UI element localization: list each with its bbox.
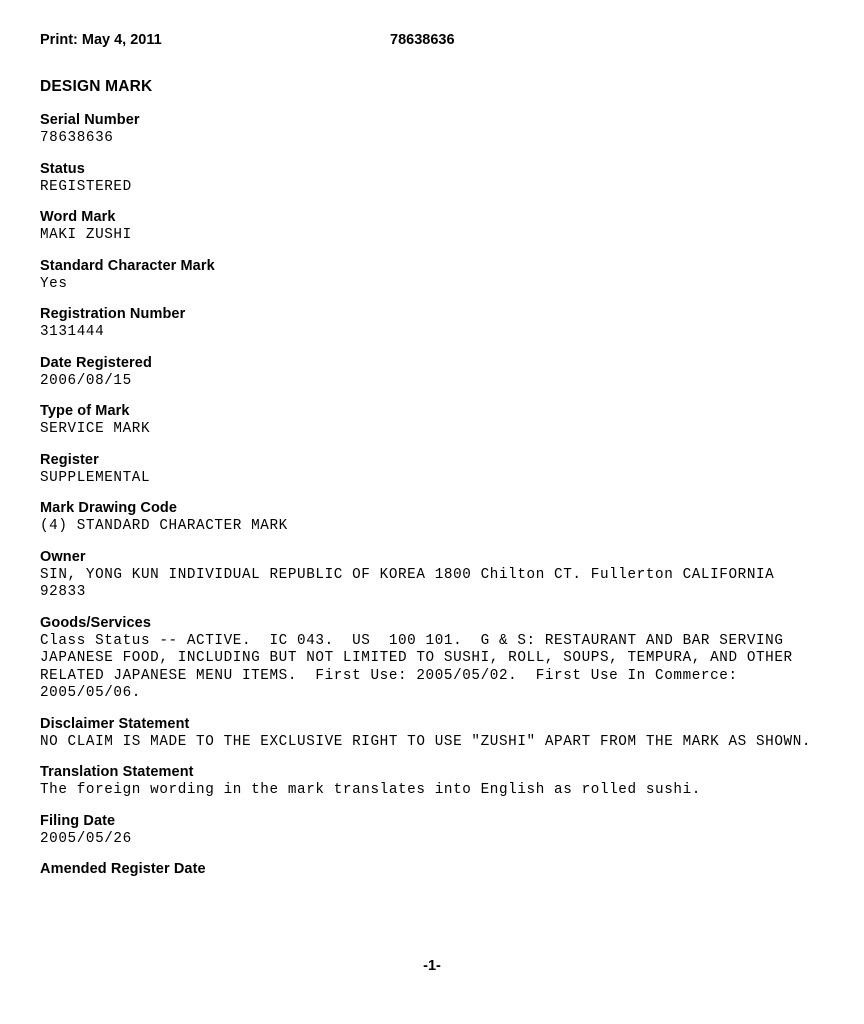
field-goods-services — [40, 615, 824, 703]
field-value: SIN, YONG KUN INDIVIDUAL REPUBLIC OF KOREA 1800 Chilton CT. Fullerton CALIFORNIA 92833 — [40, 566, 784, 600]
field-value: REGISTERED — [40, 178, 132, 195]
print-date: Print: May 4, 2011 — [40, 32, 162, 48]
page-number: -1- — [423, 958, 441, 974]
field-type-of-mark — [40, 403, 824, 439]
field-value: 3131444 — [40, 324, 105, 340]
field-status — [40, 161, 824, 197]
field-value: Yes — [40, 275, 68, 292]
field-value: Class Status -- ACTIVE. IC 043. US 100 101. G & S: RESTAURANT AND BAR SERVING JAPANESE FOOD, INCLUDING BUT NOT LIMITED TO SUSHI, ROLL, SOUPS, TEMPURA, AND OTHER RELATED JAPANESE MENU ITEMS. First Use: 2005/05/02. First Use In Commerce: 2005/05/06. — [40, 632, 802, 701]
field-value: The foreign wording in the mark translates into English as rolled sushi. — [40, 782, 701, 798]
field-filing-date — [40, 813, 824, 849]
field-value: SUPPLEMENTAL — [40, 469, 151, 486]
field-label: Standard Character Mark — [40, 257, 215, 274]
document-header — [40, 32, 824, 48]
field-register — [40, 452, 824, 488]
field-label: Register — [40, 451, 99, 468]
field-label: Goods/Services — [40, 614, 152, 631]
field-label: Type of Mark — [40, 403, 130, 419]
field-mark-drawing-code — [40, 500, 824, 536]
field-serial-number — [40, 112, 824, 148]
field-value: MAKI ZUSHI — [40, 227, 132, 243]
field-value: 2006/08/15 — [40, 372, 132, 389]
field-value: NO CLAIM IS MADE TO THE EXCLUSIVE RIGHT TO USE "ZUSHI" APART FROM THE MARK AS SHOWN. — [40, 733, 812, 750]
field-label: Translation Statement — [40, 764, 194, 780]
field-label: Disclaimer Statement — [40, 715, 190, 732]
field-disclaimer-statement — [40, 716, 824, 752]
field-label: Mark Drawing Code — [40, 500, 178, 516]
field-label: Word Mark — [40, 209, 116, 225]
header-serial-number: 78638636 — [390, 32, 455, 48]
field-label: Amended Register Date — [40, 861, 206, 877]
field-value: (4) STANDARD CHARACTER MARK — [40, 518, 288, 534]
field-date-registered — [40, 355, 824, 391]
field-label: Serial Number — [40, 112, 140, 128]
field-translation-statement — [40, 764, 824, 800]
field-value: SERVICE MARK — [40, 421, 151, 437]
field-label: Status — [40, 160, 85, 177]
field-label: Registration Number — [40, 306, 186, 322]
field-value: 78638636 — [40, 130, 114, 146]
field-word-mark — [40, 209, 824, 245]
field-label: Date Registered — [40, 354, 152, 371]
field-standard-character-mark — [40, 258, 824, 294]
field-label: Owner — [40, 548, 86, 565]
field-owner — [40, 549, 824, 602]
field-registration-number — [40, 306, 824, 342]
field-amended-register-date — [40, 861, 824, 878]
field-label: Filing Date — [40, 812, 116, 829]
page-title: DESIGN MARK — [40, 78, 153, 95]
field-value: 2005/05/26 — [40, 830, 132, 847]
